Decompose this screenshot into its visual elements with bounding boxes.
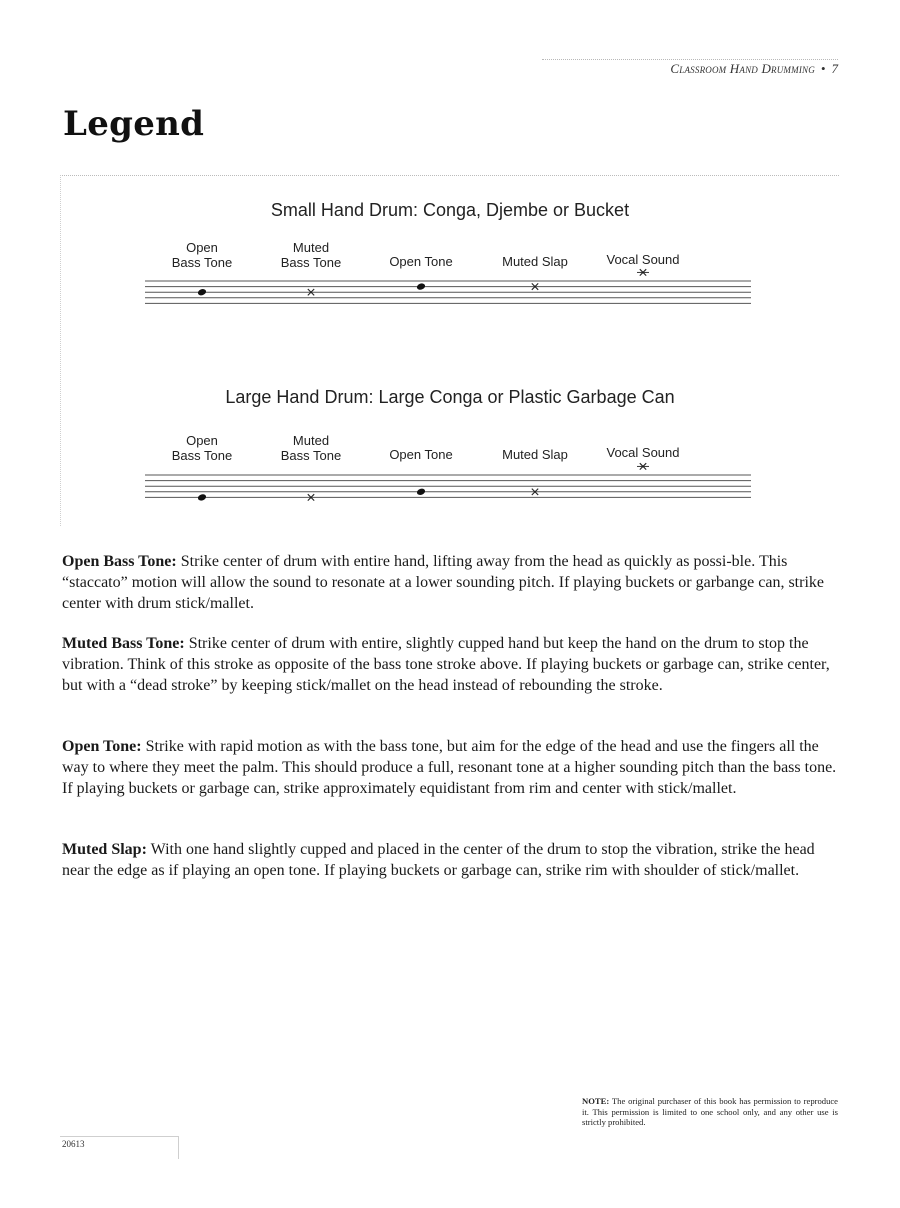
description-term: Open Tone: [62, 738, 142, 755]
note-label-line: Open [186, 240, 218, 255]
note-label-line: Bass Tone [171, 448, 233, 463]
description-text: With one hand slightly cupped and placed in the center of the drum to stop the vibration, strike the head near the edge as if playing an open tone. If playing buckets or garbage can, strike rim with shoulder of stick/mallet. [62, 841, 815, 879]
description-open-bass-tone [62, 552, 842, 614]
copyright-notice [582, 1096, 838, 1128]
product-code-box [60, 1136, 179, 1159]
description-muted-slap [62, 840, 842, 882]
note-label [366, 254, 476, 269]
note-label-line: Muted Slap [502, 447, 568, 462]
description-open-tone [62, 737, 842, 799]
note-label-line: Bass Tone [280, 255, 342, 270]
note-label-line: Vocal Sound [606, 252, 680, 267]
note-label-line: Bass Tone [171, 255, 233, 270]
running-head [670, 61, 838, 77]
header-rule [542, 59, 838, 60]
page-number: 7 [831, 61, 838, 76]
page-title: Legend [63, 104, 205, 144]
description-text: Strike center of drum with entire, slightly cupped hand but keep the hand on the drum to stop the vibration. Think of this stroke as opposite of the bass tone stroke above. If playing buckets or garbage can, strike center, but with a “dead stroke” by keeping stick/mallet on the head instead of rebounding the stroke. [62, 635, 830, 694]
note-label [256, 433, 366, 463]
note-label-line: Bass Tone [280, 448, 342, 463]
note-label-line: Vocal Sound [606, 445, 680, 460]
legend-box [60, 175, 839, 526]
note-label-line: Muted [292, 433, 330, 448]
note-label-line: Open Tone [389, 254, 453, 269]
note-label [256, 240, 366, 270]
product-code: 20613 [62, 1139, 85, 1149]
description-muted-bass-tone [62, 634, 842, 696]
notice-term: NOTE: [582, 1096, 610, 1106]
note-label [147, 433, 257, 463]
note-label-line: Muted [292, 240, 330, 255]
description-term: Muted Bass Tone: [62, 635, 185, 652]
description-term: Muted Slap: [62, 841, 147, 858]
note-label [480, 447, 590, 462]
note-label-line: Muted Slap [502, 254, 568, 269]
note-label [588, 445, 698, 460]
note-label-line: Open [186, 433, 218, 448]
description-text: Strike with rapid motion as with the bass tone, but aim for the edge of the head and use the fingers all the way to where they meet the palm. This should produce a full, resonant tone at a higher sounding pitch than the bass tone. If playing buckets or garbage can, strike approximately equidistant from rim and center with stick/mallet. [62, 738, 837, 797]
description-term: Open Bass Tone: [62, 553, 177, 570]
note-label [588, 252, 698, 267]
note-label-line: Open Tone [389, 447, 453, 462]
description-text: Strike center of drum with entire hand, lifting away from the head as quickly as possi-ble. This “staccato” motion will allow the sound to resonate at a lower sounding pitch. If playing buckets or garbange can, strike center with drum stick/mallet. [62, 553, 824, 612]
note-label [366, 447, 476, 462]
header-separator: • [820, 61, 826, 76]
running-title: Classroom Hand Drumming [670, 61, 815, 76]
staff-title: Small Hand Drum: Conga, Djembe or Bucket [270, 200, 630, 220]
notice-text: The original purchaser of this book has permission to reproduce it. This permission is limited to one school only, and any other use is strictly prohibited. [582, 1096, 838, 1127]
note-label [147, 240, 257, 270]
staff-title: Large Hand Drum: Large Conga or Plastic Garbage Can [225, 387, 675, 407]
note-label [480, 254, 590, 269]
